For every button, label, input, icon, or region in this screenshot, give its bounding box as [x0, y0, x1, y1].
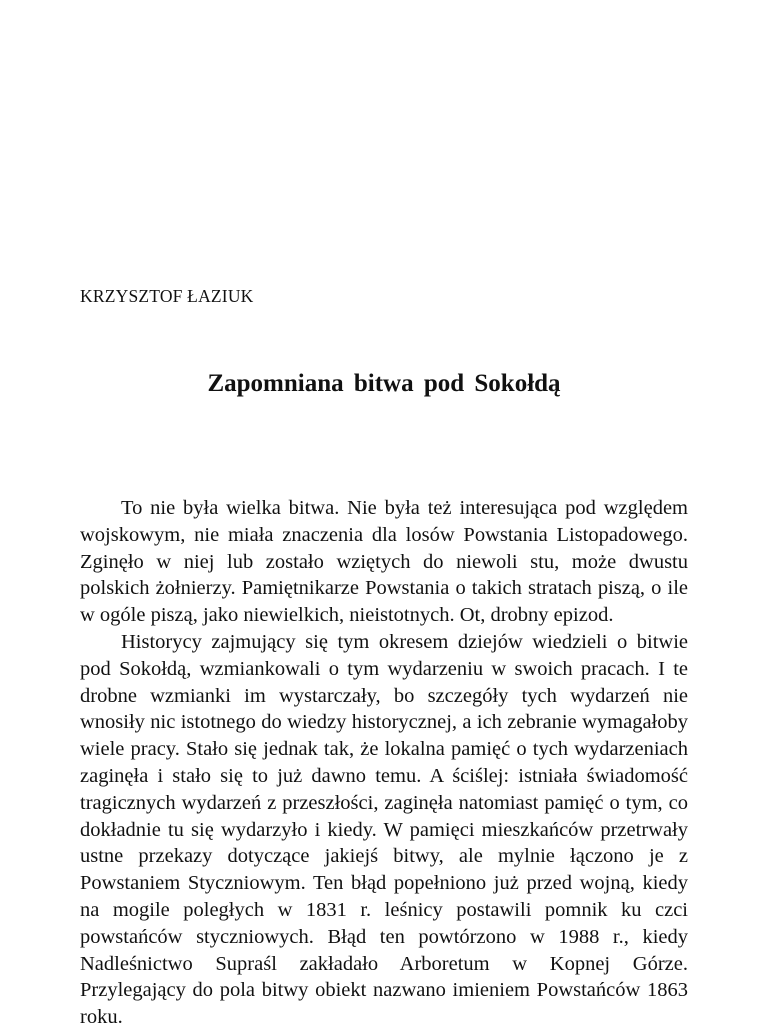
article-title: Zapomniana bitwa pod Sokołdą [207, 370, 561, 397]
author-name: KRZYSZTOF ŁAZIUK [80, 286, 254, 306]
paragraph-1: To nie była wielka bitwa. Nie była też interesująca pod względem wojskowym, nie miała znaczenia dla losów Powstania Listopadowego. Zginęło w niej lub zostało wziętych do niewoli stu, może dwustu polskich żołnierzy. Pamiętnikarze Powstania o takich stratach piszą, o ile w ogóle piszą, jako niewielkich, nieistotnych. Ot, drobny epizod. [80, 497, 688, 627]
article-body [80, 495, 688, 1031]
paragraph-2: Historycy zajmujący się tym okresem dziejów wiedzieli o bitwie pod Sokołdą, wzmiankowali o tym wydarzeniu w swoich pracach. I te drobne wzmianki im wystarczały, bo szczegóły tych wydarzeń nie wnosiły nic istotnego do wiedzy historycznej, a ich zebranie wymagałoby wiele pracy. Stało się jednak tak, że lokalna pamięć o tych wydarzeniach zaginęła i stało się to już dawno temu. A ściślej: istniała świadomość tragicznych wydarzeń z przeszłości, zaginęła natomiast pamięć o tym, co dokładnie tu się wydarzyło i kiedy. W pamięci mieszkańców przetrwały ustne przekazy dotyczące jakiejś bitwy, ale mylnie łączono je z Powstaniem Styczniowym. Ten błąd popełniono już przed wojną, kiedy na mogile poległych w 1831 r. leśnicy postawili pomnik ku czci powstańców styczniowych. Błąd ten powtórzono w 1988 r., kiedy Nadleśnictwo Supraśl zakładało Arboretum w Kopnej Górze. Przylegający do pola bitwy obiekt nazwano imieniem Powstańców 1863 roku. [80, 630, 688, 1029]
